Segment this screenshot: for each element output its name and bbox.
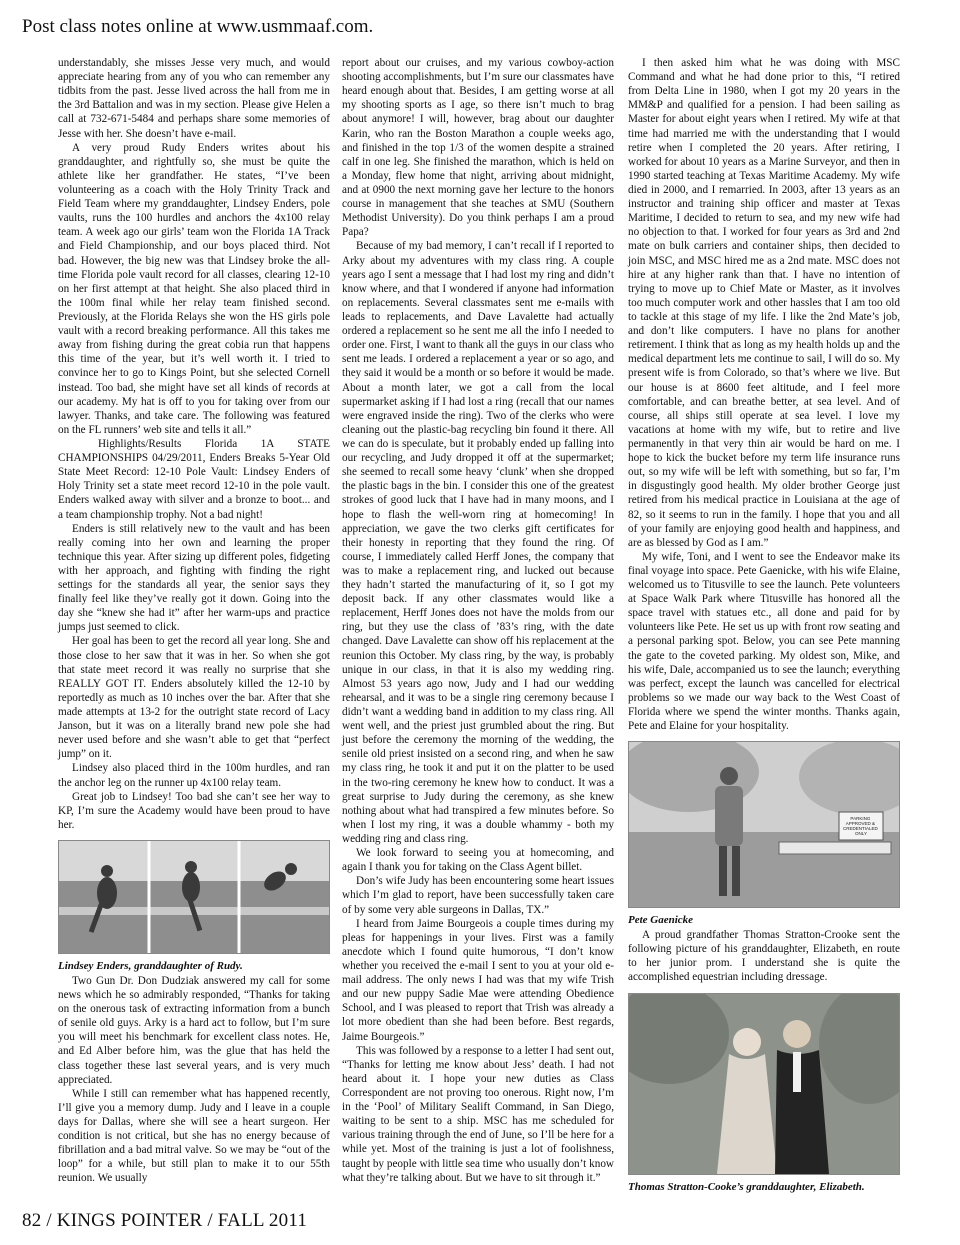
prom-photo-graphic xyxy=(629,994,900,1174)
photo-elizabeth xyxy=(628,993,900,1175)
paragraph: understandably, she misses Jesse very much, and would appreciate hearing from any of you who can remember any tidbits from the past. Jesse lived across the hall from me in the 3rd Battalion and was in my section. Please give Helen a call at 732-671-5484 and perhaps share some memories of Jesse with her. She doesn’t have e-mail. xyxy=(58,57,330,140)
paragraph: Enders is still relatively new to the vault and has been really coming into her own and learning the proper technique this year. After sizing up different poles, fidgeting with her approach, and fighting with finding the right settings for the standards all year, the senior says they finally feel like they’ve really got it down. Going into the day she “knew she had it” after her warm-ups and practice jumps just seemed to click. xyxy=(58,522,330,634)
page-header: Post class notes online at www.usmmaaf.com. xyxy=(22,16,374,37)
paragraph: I heard from Jaime Bourgeois a couple times during my pleas for happenings in your lives. First was a family anecdote which I found quite humorous, “I don’t know whether you received the e-mail I sent to you at your old e-mail address. The only news I had was that my wife Trish and our new puppy Sadie Mae were attending Obedience School, and I was pleased to report that Trish was already a lot more obedient than she had been before. Best regards, Jaime Bourgeois.” xyxy=(342,917,614,1043)
paragraph: report about our cruises, and my various cowboy-action shooting accomplishments, but I’m sure our classmates have heard enough about that. Besides, I am getting worse at all my shooting sports as I age, so there isn’t much to brag about anymore! I will, however, brag about our daughter Karin, who ran the Boston Marathon a couple weeks ago, and finished in the top 1/3 of the women despite a strained calf in one leg. She finished the marathon, which is held on a Monday, flew home that night, arriving about midnight, and at 0900 the next morning gave her lecture to the honors course in management that she teaches at SMU (Southern Methodist University). Do you think perhaps I am a proud Papa? xyxy=(342,57,614,239)
paragraph: A proud grandfather Thomas Stratton-Crooke sent the following picture of his granddaughter, Elizabeth, en route to her junior prom. I understand she is quite the accomplished equestrian including dressage. xyxy=(628,929,900,984)
photo-pete-gaenicke xyxy=(628,741,900,908)
track-photo-graphic xyxy=(59,841,330,953)
paragraph: My wife, Toni, and I went to see the Endeavor make its final voyage into space. Pete Gaenicke, with his wife Elaine, welcomed us to Titusville to see the launch. Pete volunteers at Space Walk Park where Titusville has honored all the space travel with statues etc., all done and paid for by volunteers like Pete. He set us up with front row seating and a personal parking spot. Below, you can see Pete manning the gate to the coveted parking. My oldest son, Mike, and his wife, Dale, accompanied us to see the launch; everything was perfect, except the launch was cancelled for electrical problems so we made our way back to the West Coast of Florida where we spend the winter months. Thanks again, Pete and Elaine for your hospitality. xyxy=(628,550,900,733)
paragraph: Lindsey also placed third in the 100m hurdles, and ran the anchor leg on the runner up 4x100 relay team. xyxy=(58,762,330,789)
paragraph: Two Gun Dr. Don Dudziak answered my call for some news which he so admirably responded, “Thanks for taking on the onerous task of extracting information from a bunch of senile old guys. Arky is a hard act to follow, but I’m sure you will meet his benchmark for excellent class notes. He, and Ed Alber before him, was the glue that has held the class together these last several years, and is very much appreciated. xyxy=(58,974,330,1086)
photo-caption: Lindsey Enders, granddaughter of Rudy. xyxy=(58,960,243,973)
paragraph: I then asked him what he was doing with MSC Command and what he had done prior to this, “I retired from Delta Line in 1980, when I got my 20 years in the MM&P and qualified for a pension. I had been sailing as Master for about eight years when I retired. My wife at that time had married me with the understanding that I would retire when I completed the 20 years. After retiring, I worked for about 10 years as a Marine Surveyor, and then in 1990 started teaching at Texas Maritime Academy. My wife died in 2000, and I remarried. In 2003, after 13 years as an instructor and training ship officer and master at Texas Maritime, I decided to return to sea, and my new wife had no objection to that. I worked for four years as 3rd and 2nd mate on bulk carriers and container ships, then decided to join MSC, and MSC hired me as a 2nd mate. MSC does not hire at any higher rank than that. I have no intention of trying to move up to Chief Mate or Master, as it involves too much computer work and other hassles that I am too old to tackle at this stage of my life. I like the 2nd Mate’s job, and don’t like computers. I have no plans for another retirement. I think that as long as my health holds up and the medical department lets me continue to sail, I will do so. My present wife is from Colorado, so that’s where we live. But our house is at 8600 feet altitude, and I feel more comfortable, and can breathe better, at sea level. And of course, all ships still operate at sea level. I love my vacations at home with my wife, but to retire and live permanently in that very thin air would be hard on me. I hope to kick the bucket before my term life insurance runs out, so my wife will be left with something, but so far, I’m in disgustingly good health. My older brother George just retired from his medical practice in Louisiana at the age of 82, so it seems to run in the family. I hope that you and all of your family are enjoying good health and happiness, and are as blessed by God as I am.” xyxy=(628,57,900,549)
column-2 xyxy=(342,56,614,1196)
pete-photo-graphic xyxy=(629,742,900,907)
paragraph: A very proud Rudy Enders writes about his granddaughter, and rightfully so, she must be quite the athlete like her grandfather. He states, “I’ve been volunteering as a coach with the Holy Trinity Track and Field Team where my granddaughter, Lindsey Enders, pole vaults, runs the 100 hurdles and anchors the 4x100 relay team. A week ago our girls’ team won the Florida 1A Track and Field Championship, and our boys placed third. Not bad. However, the big new was that Lindsey broke the all-time Florida pole vault record for all classes, clearing 12-10 on her first attempt at that height. She also placed third in the 100m final while her relay team finished second. Previously, at the Florida Relays she won the HS girls pole vault with a record breaking performance. All this takes me away from fishing during the great cobia run that happens this time of the year, but it’s well worth it. I tried to convince her to go to Kings Point, but she selected Cornell instead. Too bad, she might have set all kinds of records at our academy. My hat is off to you for taking over from our lawyer. Thanks, and take care. The following was featured on the FL runners’ web site and tells it all.” xyxy=(58,141,330,436)
paragraph: While I still can remember what has happened recently, I’ll give you a memory dump. Judy and I leave in a couple days for Dallas, where she will see a heart surgeon. Her condition is not critical, but she has no energy because of fibrillation and a bad mitral valve. So we may be “out of the loop” for a while, but still plan to make it to our 55th reunion. We usually xyxy=(58,1087,330,1185)
paragraph: Because of my bad memory, I can’t recall if I reported to Arky about my adventures with my class ring. A couple years ago I sent a message that I had lost my ring and didn’t know where, and that I wondered if anyone had information on replacements. Several classmates sent me e-mails with leads to replacements, and Dave Lavalette had actually ordered a replacement so he sent me all the info I needed to order one. First, I want to thank all the guys in our class who sent me leads. I ordered a replacement a year or so ago, and they said it would be a month or so before it would be made. About a month later, we got a call from the local supermarket asking if I had lost a ring (recall that our names were engraved inside the ring). Two of the clerks who were cleaning out the plastic-bag recycling bin found it there. All we can do is speculate, but it probably ended up falling into our recycling, and Judy dropped it off at the supermarket; she seemed to recall some heavy ‘clunk’ when she dropped the plastic bags in the bin. I consider this one of the greatest strokes of good luck that I have had in many moons, and I hope to flash the well-worn ring at homecoming! In appreciation, we gave the two clerks gift certificates for their honesty in reporting that they found the ring. Of course, I immediately called Herff Jones, the company that was to make a replacement ring, and lucked out because they hadn’t started the manufacturing of it, so I got my deposit back. If any other classmates would like a replacement, Herff Jones does not have the molds from our ring, but they use the class of ’83’s ring, with the date changed. Dave Lavalette can show off his replacement at the reunion this October. My class ring, by the way, is probably unique in our class, in that it is also my wedding ring. Almost 53 years ago now, Judy and I had our wedding rehearsal, and it was to be a single ring ceremony because I didn’t want a wedding band in addition to my class ring. All went well, and the priest just grumbled about the ring. But just before the ceremony the morning of the wedding, the senile old priest insisted on a second ring, and when he saw my class ring, he took it and put it on the platter to be used in the two-ring ceremony he knew how to conduct. It was a great surprise to Judy during the ceremony, as she knew nothing about what had transpired a few minutes before. So when I lost my ring, it was a double whammy - both my wedding ring and class ring. xyxy=(342,240,614,846)
paragraph: Great job to Lindsey! Too bad she can’t see her way to KP, I’m sure the Academy would have been proud to have her. xyxy=(58,790,330,831)
parking-sign-text: PARKING APPROVED & CREDENTIALED ONLY xyxy=(842,816,878,837)
photo-caption: Pete Gaenicke xyxy=(628,914,694,927)
paragraph: Highlights/Results Florida 1A STATE CHAMPIONSHIPS 04/29/2011, Enders Breaks 5-Year Old State Meet Record: 12-10 Pole Vault: Lindsey Enders of Holy Trinity set a state meet record 12-10 in the pole vault. Enders walked away with silver and a bronze to boot... and a team championship trophy. Not a bad night! xyxy=(58,437,330,521)
column-3 xyxy=(628,56,900,1194)
column-1 xyxy=(58,56,330,1186)
paragraph: Her goal has been to get the record all year long. She and those close to her saw that it was in her. So when she got that state meet record it was really no surprise that she REALLY GOT IT. Enders absolutely killed the 12-10 by reportedly as much as 10 inches over the bar. After that she made attempts at 13-2 for the outright state record of Lacy Janson, but it was on a literally brand new pole she had never used before and she wasn’t able to get that “perfect jump” on it. xyxy=(58,635,330,761)
page-footer: 82 / KINGS POINTER / FALL 2011 xyxy=(22,1210,308,1231)
photo-caption: Thomas Stratton-Cooke’s granddaughter, Elizabeth. xyxy=(628,1180,865,1193)
photo-lindsey-enders xyxy=(58,840,330,954)
paragraph: We look forward to seeing you at homecoming, and again I thank you for taking on the Class Agent billet. xyxy=(342,847,614,874)
paragraph: Don’s wife Judy has been encountering some heart issues which I’m glad to report, have been successfully taken care of by some very able surgeons in Dallas, TX.” xyxy=(342,875,614,916)
paragraph: This was followed by a response to a letter I had sent out, “Thanks for letting me know about Jess’ death. I had not heard about it. I hope your new duties as Class Correspondent are not proving too onerous. Right now, I’m in the ‘Pool’ of Military Sealift Command, in San Diego, waiting to be sent to a ship. MSC has me scheduled for various training through the end of June, so I’ll be here for a while yet. Most of the training is just a lot of foolishness, taught by people with little sea time who usually don’t know what they’re talking about. But we have to sit through it.” xyxy=(342,1044,614,1184)
